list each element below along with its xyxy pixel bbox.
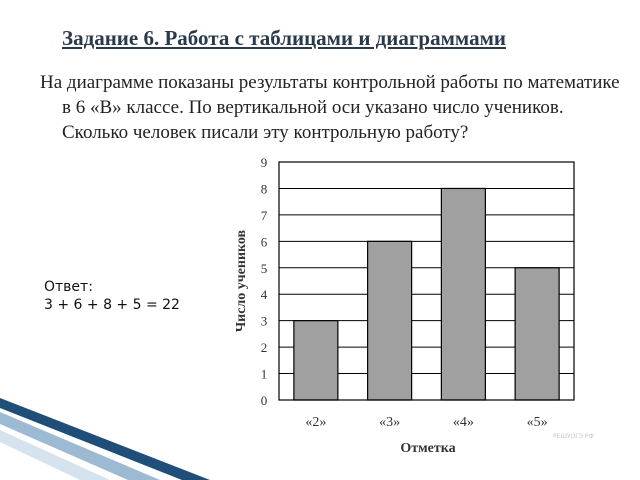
- x-category-label: «2»: [305, 415, 327, 430]
- y-tick-label: 4: [260, 287, 268, 303]
- y-tick-label: 9: [260, 155, 268, 170]
- x-axis-label: Отметка: [400, 441, 456, 456]
- bar: [368, 241, 412, 400]
- bar: [441, 188, 485, 400]
- y-tick-label: 2: [260, 340, 268, 356]
- y-axis-label: Число учеников: [234, 229, 249, 333]
- bar: [294, 321, 338, 400]
- y-tick-label: 1: [260, 366, 268, 382]
- x-category-label: «3»: [379, 415, 401, 430]
- y-tick-label: 5: [260, 260, 268, 276]
- bar: [515, 268, 559, 400]
- slide-title: Задание 6. Работа с таблицами и диаграммами: [62, 26, 506, 50]
- x-category-label: «5»: [526, 415, 548, 430]
- y-tick-label: 0: [260, 393, 268, 408]
- y-tick-label: 8: [260, 181, 268, 197]
- y-tick-label: 3: [260, 313, 268, 329]
- task-text: На диаграмме показаны результаты контрольной работы по математике в 6 «В» классе. По вертикальной оси указано число учеников. Сколько человек писали эту контрольную работу?: [40, 72, 620, 143]
- answer-label: Ответ:: [44, 279, 93, 295]
- x-category-label: «4»: [452, 415, 474, 430]
- chart-x-categories: [305, 415, 547, 430]
- y-tick-label: 6: [260, 234, 268, 250]
- chart-y-ticks: [261, 155, 268, 408]
- watermark: РЕШУОГЭ.РФ: [553, 433, 594, 440]
- answer-value: 3 + 6 + 8 + 5 = 22: [44, 297, 180, 313]
- y-tick-label: 7: [260, 207, 268, 223]
